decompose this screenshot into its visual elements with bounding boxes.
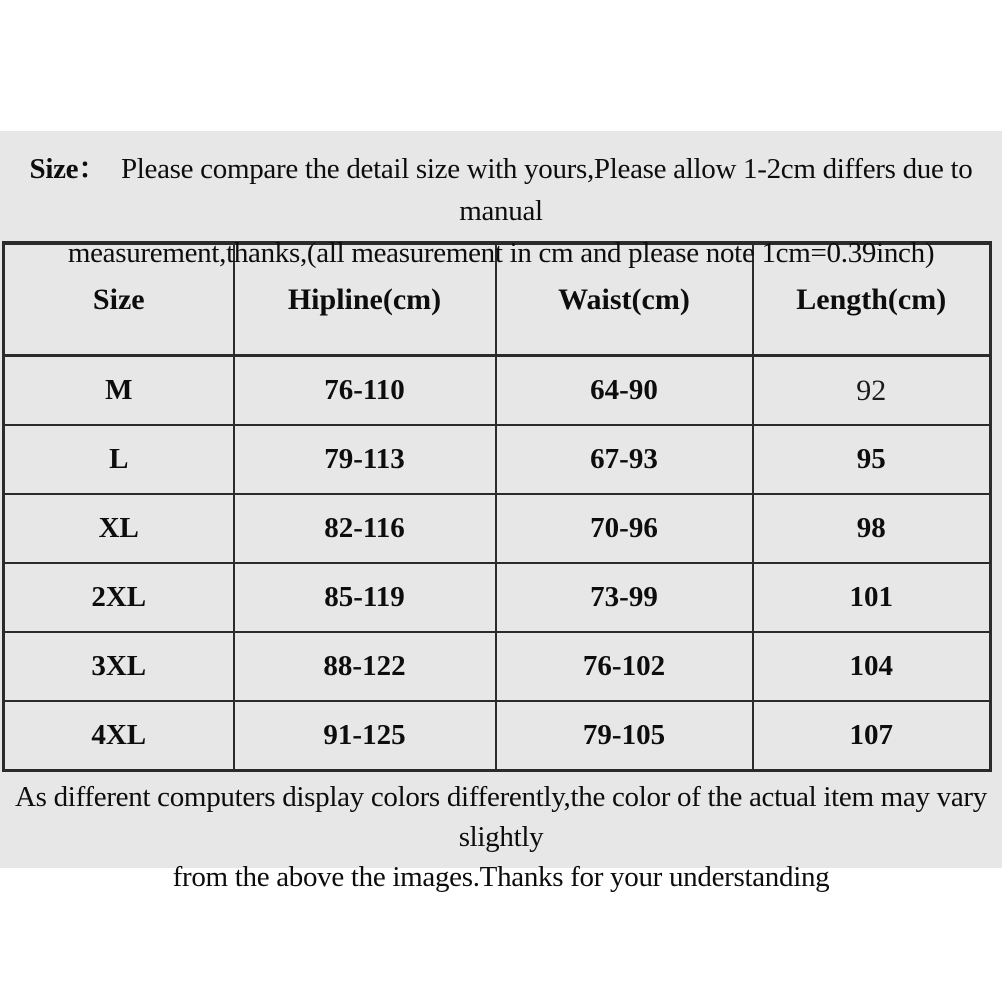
hipline-cell: 91-125 [234, 701, 496, 771]
size-chart-panel [0, 131, 1002, 893]
waist-cell: 67-93 [496, 425, 753, 494]
length-cell: 98 [753, 494, 991, 563]
length-cell: 107 [753, 701, 991, 771]
size-label: Size： [29, 153, 107, 185]
waist-cell: 76-102 [496, 632, 753, 701]
hipline-cell: 85-119 [234, 563, 496, 632]
size-cell: XL [4, 494, 234, 563]
table-row [4, 632, 991, 701]
length-cell: 104 [753, 632, 991, 701]
top-note-line-1 [0, 148, 1002, 232]
table-row [4, 701, 991, 771]
size-cell: M [4, 356, 234, 426]
footer-note-line-1: As different computers display colors differently,the color of the actual item may vary slightly [15, 781, 987, 853]
col-header-size: Size [4, 243, 234, 356]
length-cell: 95 [753, 425, 991, 494]
waist-cell: 79-105 [496, 701, 753, 771]
size-cell: 4XL [4, 701, 234, 771]
waist-cell: 70-96 [496, 494, 753, 563]
top-note-line-2: measurement,thanks,(all measurement in cm and please note 1cm=0.39inch) [67, 237, 935, 269]
top-note [0, 131, 1002, 269]
table-row [4, 425, 991, 494]
top-note-text-1: Please compare the detail size with yours,Please allow 1-2cm differs due to manual [120, 153, 973, 227]
length-cell: 101 [753, 563, 991, 632]
col-header-waist: Waist(cm) [496, 243, 753, 356]
size-cell: L [4, 425, 234, 494]
length-cell: 92 [753, 356, 991, 426]
table-row [4, 494, 991, 563]
size-cell: 2XL [4, 563, 234, 632]
hipline-cell: 79-113 [234, 425, 496, 494]
footer-note [0, 772, 1002, 897]
table-row [4, 356, 991, 426]
table-row [4, 563, 991, 632]
footer-note-line-2: from the above the images.Thanks for your understanding [172, 861, 830, 893]
col-header-length: Length(cm) [753, 243, 991, 356]
waist-cell: 73-99 [496, 563, 753, 632]
hipline-cell: 76-110 [234, 356, 496, 426]
hipline-cell: 82-116 [234, 494, 496, 563]
col-header-hipline: Hipline(cm) [234, 243, 496, 356]
waist-cell: 64-90 [496, 356, 753, 426]
size-cell: 3XL [4, 632, 234, 701]
hipline-cell: 88-122 [234, 632, 496, 701]
size-table [2, 241, 992, 772]
